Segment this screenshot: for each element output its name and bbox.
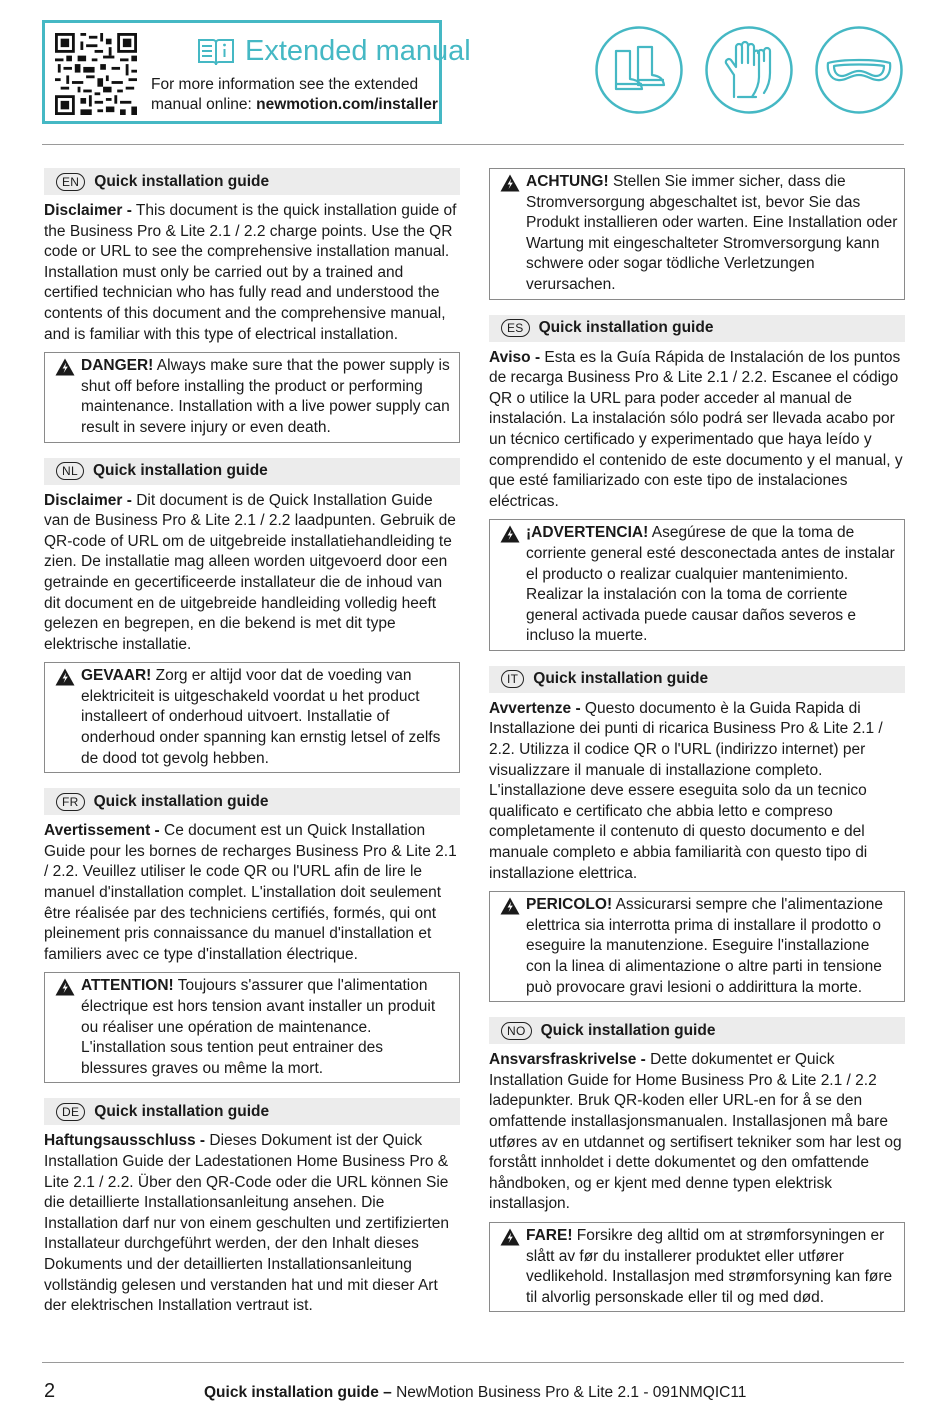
warning-label-de: ACHTUNG! — [526, 173, 609, 190]
warning-triangle-icon — [500, 1228, 520, 1246]
language-badge-de: DE — [56, 1103, 85, 1121]
disclaimer-lead-no: Ansvarsfraskrivelse - — [489, 1051, 646, 1069]
disclaimer-body-en: This document is the quick installation guide of the Business Pro & Lite 2.1 / 2.2 charge points. Use the QR code or URL to see the comprehensive installation manual. Installation must only be carried out by a trained and certified technician who has fully read and understood the contents of this document and the comprehensive manual, and is familiar with this type of electrical installation. — [44, 202, 457, 343]
extended-manual-box — [42, 20, 471, 124]
manual-book-icon — [197, 36, 235, 68]
section-heading-text-fr: Quick installation guide — [93, 792, 269, 810]
warning-box-fr — [44, 972, 460, 1083]
language-badge-it: IT — [501, 670, 524, 688]
warning-text-no: Forsikre deg alltid om at strømforsyningen er slått av før du installerer produktet eller utfører vedlikehold. Installasjon med strømforsyning kan føre til alvorlig personskade eller til og med død. — [526, 1226, 893, 1306]
warning-box-no — [489, 1222, 905, 1312]
warning-text-es: Asegúrese de que la toma de corriente general esté desconectada antes de instalar el producto o realizar cualquier mantenimiento. Realizar la instalación con la toma de corriente general activada puede causar daños severos e incluso la muerte. — [526, 524, 895, 645]
safety-boots-icon — [594, 25, 684, 115]
warning-box-nl — [44, 662, 460, 773]
disclaimer-de — [44, 1131, 460, 1316]
section-heading-text-en: Quick installation guide — [94, 172, 270, 190]
description-line-2-prefix: manual online: — [151, 96, 257, 113]
section-heading-en — [44, 168, 460, 195]
section-heading-de — [44, 1098, 460, 1125]
warning-label-it: PERICOLO! — [526, 896, 613, 914]
disclaimer-body-fr: Ce document est un Quick Installation Guide pour les bornes de recharges Business Pro & Lite 2.1 / 2.2. Veuillez utiliser le code QR ou l'URL afin de lire le manuel d'installation complet. L'installation doit seulement être réalisée par des techniciens certifiés, formés, qui ont pleinement pris connaissance du manuel d'installation et familiers avec ce type d'installation électrique. — [44, 822, 457, 963]
safety-gloves-icon — [704, 25, 794, 115]
disclaimer-body-de: Dieses Dokument ist der Quick Installation Guide der Ladestationen Home Business Pro & Lite 2.1 / 2.2. Über den QR-Code oder die URL können Sie die detaillierte Installationsanleitung ansehen. Die Installation darf nur von einem geschulten und zertifizierten Installateur durchgeführt werden, der den Inhalt dieses Dokuments und der detaillierten Installationsanleitung vollständig gelesen und verstanden hat und mit dieser Art der elektrischen Installation vertraut ist. — [44, 1132, 449, 1315]
page-number: 2 — [44, 1380, 56, 1402]
warning-label-es: ¡ADVERTENCIA! — [526, 524, 649, 542]
language-badge-en: EN — [56, 173, 85, 191]
language-badge-nl: NL — [56, 462, 84, 480]
disclaimer-it — [489, 699, 905, 884]
extended-manual-title — [197, 35, 471, 68]
disclaimer-lead-nl: Disclaimer - — [44, 491, 132, 509]
right-column — [489, 168, 905, 1327]
disclaimer-body-es: Esta es la Guía Rápida de Instalación de los puntos de recarga Business Pro & Lite 2.1 / 2.2. Escanee el código QR o utilice la URL para poder acceder al manual de instalación. La instalación sólo podrá ser llevada acabo por un técnico certificado y experimentado que haya leído y comprendido el contenido de este documento y el manual, y que esté familiarizado con este tipo de instalaciones eléctricas. — [489, 348, 903, 510]
extended-manual-title-text: Extended manual — [245, 35, 471, 67]
section-heading-es — [489, 315, 905, 342]
warning-text-it: Assicurarsi sempre che l'alimentazione elettrica sia interrotta prima di installare il prodotto o eseguire la manutenzione. Eseguire l'installazione con la linea di alimentazione o altre parti in tensione può provocare gravi lesioni o addirittura la morte. — [526, 896, 884, 996]
section-heading-text-de: Quick installation guide — [94, 1102, 270, 1120]
disclaimer-lead-es: Aviso - — [489, 348, 541, 366]
footer-document-title — [204, 1384, 746, 1402]
warning-box-it — [489, 891, 905, 1002]
warning-triangle-icon — [500, 174, 520, 192]
warning-box-en — [44, 352, 460, 442]
section-heading-fr — [44, 788, 460, 815]
disclaimer-lead-de: Haftungsausschluss - — [44, 1132, 206, 1150]
warning-triangle-icon — [55, 668, 75, 686]
disclaimer-fr — [44, 821, 460, 965]
disclaimer-body-it: Questo documento è la Guida Rapida di Installazione dei punti di ricarica Business Pro & Lite 2.1 / 2.2. Utilizza il codice QR o l'URL (indirizzo internet) per visualizzare il manuale di installazione completo. L'installazione deve essere eseguita solo da un tecnico qualificato e certificato che abbia letto e compreso completamente il contenuto di questo documento e del manuale completo e abbia familiarità con questo tipo di installazione elettrica. — [489, 699, 883, 882]
disclaimer-nl — [44, 491, 460, 656]
warning-text-nl: Zorg er altijd voor dat de voeding van elektriciteit is uitgeschakeld voordat u het product installeert of onderhoud uitvoert. Installatie of onderhoud onder spanning kan ernstig letsel of zelfs de dood tot gevolg hebben. — [81, 667, 441, 767]
disclaimer-body-no: Dette dokumentet er Quick Installation Guide for Home Business Pro & Lite 2.1 / 2.2 ladepunkter. Bruk QR-koden eller URL-en for å se den omfattende installasjonsmanualen. Installasjonen må bare utføres av en utdannet og sertifisert tekniker som har lest og forstått innholdet i dette dokumentet og den omfattende håndboken, og er kjent med denne typen elektrisk installasjon. — [489, 1051, 902, 1213]
qr-code-image[interactable] — [55, 33, 137, 115]
warning-text-fr: Toujours s'assurer que l'alimentation électrique est hors tension avant installer un produit ou réaliser une opération de maintenance. L'installation sous tention peut entrainer des blessures graves ou même la mort. — [81, 977, 436, 1077]
warning-box-es — [489, 519, 905, 651]
warning-triangle-icon — [500, 897, 520, 915]
installer-url-link[interactable]: newmotion.com/installer — [256, 96, 438, 113]
disclaimer-lead-en: Disclaimer - — [44, 202, 132, 219]
disclaimer-en — [44, 201, 460, 345]
warning-text-en: Always make sure that the power supply is shut off before installing the product or performing maintenance. Installation with a live power supply can result in severe injury or even death. — [81, 357, 450, 436]
extended-manual-description — [151, 75, 438, 115]
footer-divider — [42, 1362, 904, 1363]
language-badge-fr: FR — [56, 793, 85, 811]
section-heading-it — [489, 666, 905, 693]
section-heading-text-it: Quick installation guide — [533, 670, 709, 688]
warning-label-fr: ATTENTION! — [81, 977, 174, 995]
safety-goggles-icon — [814, 25, 904, 115]
section-heading-nl — [44, 458, 460, 485]
header-divider — [42, 144, 904, 145]
footer-title-bold: Quick installation guide – — [204, 1384, 392, 1401]
warning-triangle-icon — [55, 978, 75, 996]
warning-label-no: FARE! — [526, 1226, 573, 1244]
section-heading-no — [489, 1017, 905, 1044]
disclaimer-lead-it: Avvertenze - — [489, 699, 581, 717]
warning-triangle-icon — [500, 525, 520, 543]
section-heading-text-no: Quick installation guide — [540, 1021, 716, 1039]
warning-label-nl: GEVAAR! — [81, 667, 152, 685]
section-heading-text-nl: Quick installation guide — [92, 462, 268, 480]
disclaimer-lead-fr: Avertissement - — [44, 822, 160, 840]
disclaimer-no — [489, 1050, 905, 1215]
footer-title-rest: NewMotion Business Pro & Lite 2.1 - 091NMQIC11 — [391, 1384, 747, 1401]
warning-box-de — [489, 168, 905, 300]
section-heading-text-es: Quick installation guide — [538, 319, 714, 337]
warning-label-en: DANGER! — [81, 357, 154, 375]
disclaimer-es — [489, 348, 905, 513]
language-badge-es: ES — [501, 319, 530, 337]
description-line-1: For more information see the extended — [151, 76, 419, 93]
language-badge-no: NO — [501, 1022, 532, 1040]
warning-triangle-icon — [55, 358, 75, 376]
left-column — [44, 168, 460, 1324]
disclaimer-body-nl: Dit document is de Quick Installation Guide van de Business Pro & Lite 2.1 / 2.2 laadpunten. Gebruik de QR-code of URL om de uitgebreide installatiehandleiding te zien. De installatie mag alleen worden uitgevoerd door een getrainde en gecertificeerde installateur die de inhoud van dit document en de uitgebreide handleiding volledig heeft gelezen en begrepen, en die bekend is met dit type elektrische installatie. — [44, 491, 456, 653]
warning-text-de: Stellen Sie immer sicher, dass die Stromversorgung abgeschaltet ist, bevor Sie das Produkt installieren oder warten. Eine Installation oder Wartung mit eingeschalteter Stromversorgung kann schwere oder sogar tödliche Verletzungen verursachen. — [526, 173, 898, 293]
